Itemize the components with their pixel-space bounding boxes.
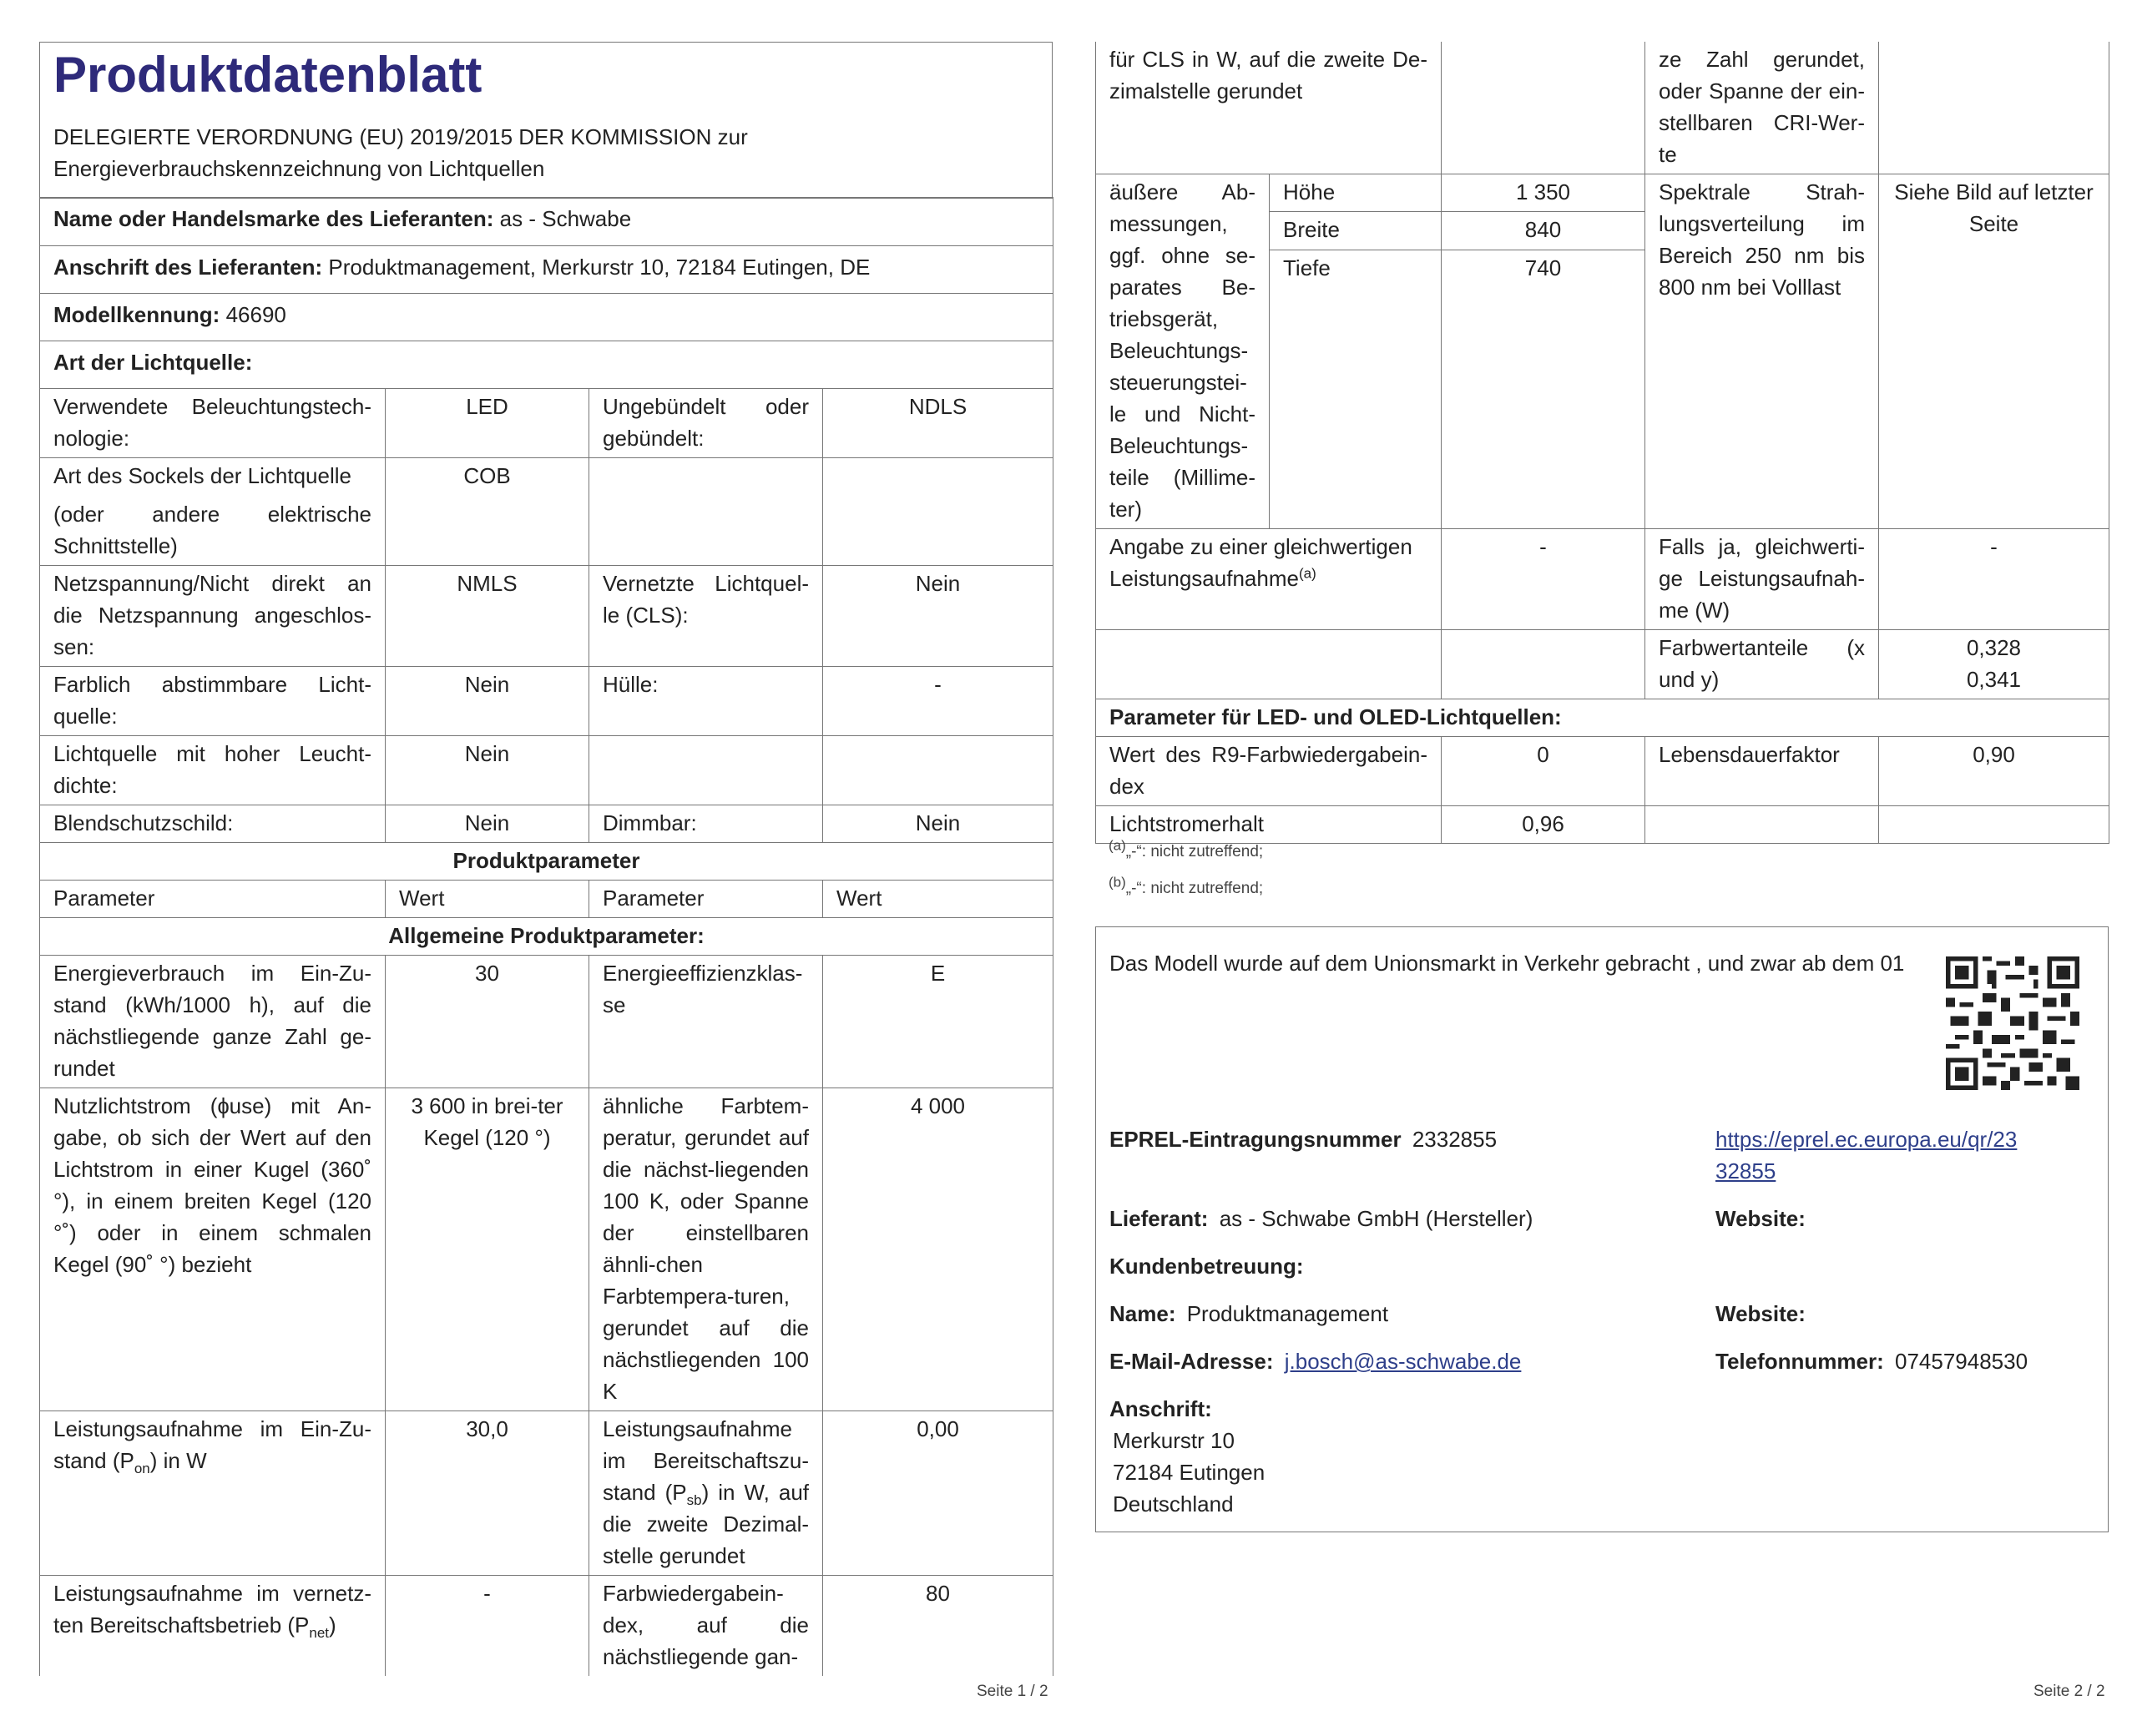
- cct-value: 4 000: [823, 1088, 1053, 1411]
- cls-value: Nein: [823, 566, 1053, 667]
- pon-sub: on: [134, 1461, 150, 1477]
- socket-cell: [40, 458, 386, 566]
- footnote-a-text: „-“: nicht zutreffend;: [1125, 843, 1264, 860]
- name-label: Name:: [1109, 1301, 1176, 1326]
- pon-label: [40, 1411, 386, 1576]
- phone-row: [1715, 1345, 2028, 1377]
- page-number-1: Seite 1 / 2: [977, 1683, 1048, 1700]
- header-box: [39, 42, 1053, 199]
- eprel-value: 2332855: [1412, 1127, 1498, 1152]
- supplier-table: [39, 197, 1053, 389]
- pnet-label-a: Leistungsaufnahme im vernetz-ten Bereitschaftsbetrieb (P: [53, 1581, 371, 1638]
- psb-label: [589, 1411, 823, 1576]
- equiv-label-text: Angabe zu einer gleichwertigen Leistungsaufnahme: [1109, 534, 1412, 591]
- envelope-value: -: [823, 667, 1053, 736]
- supplier-address-value: Produktmanagement, Merkurstr 10, 72184 Eutingen, DE: [328, 255, 871, 280]
- empty-cell: [1096, 630, 1442, 699]
- empty-cell: [1645, 806, 1879, 844]
- spd-value: Siehe Bild auf letzter Seite: [1879, 174, 2109, 529]
- pon-value: 30,0: [386, 1411, 589, 1576]
- cont-right: ze Zahl gerundet, oder Spanne der ein-stellbaren CRI-Wer-te: [1645, 42, 1879, 174]
- name-value: Produktmanagement: [1186, 1301, 1389, 1326]
- depth-value: 740: [1442, 250, 1645, 528]
- general-params-header: Allgemeine Produktparameter:: [40, 918, 1053, 956]
- equiv-label: [1096, 529, 1442, 630]
- eeclass-value: E: [823, 956, 1053, 1088]
- eprel-label: EPREL-Eintragungsnummer: [1109, 1127, 1402, 1152]
- supplier-label: Lieferant:: [1109, 1206, 1209, 1231]
- equiv-yes-value: -: [1879, 529, 2109, 630]
- empty-cell: [1879, 806, 2109, 844]
- lifetime-label: Lebensdauerfaktor: [1645, 737, 1879, 806]
- empty-cell: [823, 736, 1053, 805]
- address-line-3: Deutschland: [1113, 1491, 1234, 1516]
- tunable-value: Nein: [386, 667, 589, 736]
- pnet-label: [40, 1576, 386, 1677]
- cct-label: ähnliche Farbtem-peratur, gerundet auf die nächst-liegenden 100 K, oder Spanne der einstellbaren ähnli-chen Farbtempera-turen, gerundet auf die nächstliegenden 100 K: [589, 1088, 823, 1411]
- r9-value: 0: [1442, 737, 1645, 806]
- energy-value: 30: [386, 956, 589, 1088]
- height-label: Höhe: [1270, 174, 1442, 212]
- maint-value: 0,96: [1442, 806, 1645, 844]
- market-text: Das Modell wurde auf dem Unionsmarkt in Verkehr gebracht , und zwar ab dem 01: [1109, 951, 1905, 976]
- cls-label: Vernetzte Lichtquel-le (CLS):: [589, 566, 823, 667]
- footnote-b: [1109, 873, 1263, 905]
- tech-label: Verwendete Beleuchtungstech-nologie:: [40, 389, 386, 458]
- supplier-value: as - Schwabe GmbH (Hersteller): [1219, 1206, 1533, 1231]
- product-params-header: Produktparameter: [40, 843, 1053, 881]
- empty-cell: [1879, 42, 2109, 174]
- hilum-value: Nein: [386, 736, 589, 805]
- spd-label: Spektrale Strah-lungsverteilung im Bereich 250 nm bis 800 nm bei Volllast: [1645, 174, 1879, 529]
- supplier-address-cell: [40, 246, 1053, 294]
- pnet-label-b: ): [329, 1612, 336, 1638]
- eeclass-label: Energieeffizienzklas-se: [589, 956, 823, 1088]
- address-line-1: Merkurstr 10: [1113, 1428, 1235, 1453]
- chroma-x: 0,328: [1966, 635, 2022, 660]
- flux-value: 3 600 in brei-ter Kegel (120 °): [386, 1088, 589, 1411]
- socket-label: Art des Sockels der Lichtquelle: [53, 463, 351, 488]
- width-value: 840: [1442, 212, 1645, 250]
- footnote-b-sup: (b): [1109, 874, 1126, 891]
- customer-label: Kundenbetreuung:: [1109, 1254, 1304, 1279]
- tunable-label: Farblich abstimmbare Licht-quelle:: [40, 667, 386, 736]
- model-cell: [40, 294, 1053, 341]
- width-label: Breite: [1270, 212, 1442, 250]
- main-table-page2: [1095, 42, 2109, 844]
- email-link[interactable]: j.bosch@as-schwabe.de: [1284, 1349, 1522, 1374]
- socket-label-2: (oder andere elektrische Schnittstelle): [53, 502, 371, 558]
- empty-cell: [1442, 42, 1645, 174]
- cont-left: für CLS in W, auf die zweite De-zimalstelle gerundet: [1096, 42, 1442, 174]
- email-row: [1109, 1345, 1521, 1377]
- energy-label: Energieverbrauch im Ein-Zu-stand (kWh/1000 h), auf die nächstliegende ganze Zahl ge-rundet: [40, 956, 386, 1088]
- flux-label: Nutzlichtstrom (ɸuse) mit An-gabe, ob sich der Wert auf den Lichtstrom in einer Kugel (360˚ °), in einem breiten Kegel (120 °˚) oder in einem schmalen Kegel (90˚ °) bezieht: [40, 1088, 386, 1411]
- r9-label: Wert des R9-Farbwiedergabein-dex: [1096, 737, 1442, 806]
- empty-cell: [1442, 630, 1645, 699]
- registration-box: [1095, 926, 2109, 1532]
- col-param-header: Parameter: [589, 881, 823, 918]
- address-block: [1113, 1425, 1265, 1520]
- dimmable-label: Dimmbar:: [589, 805, 823, 843]
- chroma-value: [1879, 630, 2109, 699]
- tech-value: LED: [386, 389, 589, 458]
- supplier-row: [1109, 1203, 1533, 1234]
- lifetime-value: 0,90: [1879, 737, 2109, 806]
- antiglare-value: Nein: [386, 805, 589, 843]
- col-value-header: Wert: [823, 881, 1053, 918]
- psb-label-b: ) in W, auf die zweite Dezimal-stelle gerundet: [603, 1480, 809, 1568]
- height-value: 1 350: [1442, 174, 1645, 212]
- mains-value: NMLS: [386, 566, 589, 667]
- bundled-value: NDLS: [823, 389, 1053, 458]
- equiv-sup: (a): [1298, 565, 1316, 582]
- depth-label: Tiefe: [1270, 250, 1442, 528]
- eprel-link-line2[interactable]: 32855: [1715, 1158, 1776, 1183]
- empty-cell: [589, 736, 823, 805]
- empty-cell: [589, 458, 823, 566]
- footnote-a-sup: (a): [1109, 837, 1126, 854]
- psb-sub: sb: [686, 1492, 702, 1509]
- cri-value: 80: [823, 1576, 1053, 1677]
- name-row: [1109, 1298, 1388, 1330]
- hilum-label: Lichtquelle mit hoher Leucht-dichte:: [40, 736, 386, 805]
- website-label-2: Website:: [1715, 1301, 1806, 1326]
- supplier-name-value: as - Schwabe: [499, 206, 632, 231]
- supplier-name-label: Name oder Handelsmarke des Lieferanten:: [53, 206, 494, 231]
- mains-label: Netzspannung/Nicht direkt an die Netzspannung angeschlos-sen:: [40, 566, 386, 667]
- antiglare-label: Blendschutzschild:: [40, 805, 386, 843]
- address-line-2: 72184 Eutingen: [1113, 1460, 1266, 1485]
- model-label: Modellkennung:: [53, 302, 220, 327]
- led-header: Parameter für LED- und OLED-Lichtquellen:: [1096, 699, 2109, 737]
- equiv-yes-label: Falls ja, gleichwerti-ge Leistungsaufnah-me (W): [1645, 529, 1879, 630]
- qr-code-icon: [1946, 956, 2079, 1090]
- pon-label-b: ) in W: [149, 1448, 207, 1473]
- chroma-label: Farbwertanteile (x und y): [1645, 630, 1879, 699]
- dims-label: äußere Ab-messungen, ggf. ohne se-parates Be-triebsgerät, Beleuchtungs-steuerungstei-le und Nicht-Beleuchtungs-teile (Millime-ter): [1096, 174, 1270, 529]
- socket-value: COB: [386, 458, 589, 566]
- eprel-link-line1[interactable]: https://eprel.ec.europa.eu/qr/23: [1715, 1127, 2018, 1152]
- model-value: 46690: [225, 302, 286, 327]
- dimmable-value: Nein: [823, 805, 1053, 843]
- supplier-name-cell: [40, 198, 1053, 246]
- email-label: E-Mail-Adresse:: [1109, 1349, 1274, 1374]
- psb-value: 0,00: [823, 1411, 1053, 1576]
- address-label: Anschrift:: [1109, 1396, 1212, 1421]
- page-number-2: Seite 2 / 2: [2033, 1683, 2105, 1700]
- supplier-address-label: Anschrift des Lieferanten:: [53, 255, 323, 280]
- regulation-text: DELEGIERTE VERORDNUNG (EU) 2019/2015 DER KOMMISSION zur Energieverbrauchskennzeichnung von Lichtquellen: [53, 124, 748, 181]
- chroma-y: 0,341: [1966, 667, 2022, 692]
- col-param-header: Parameter: [40, 881, 386, 918]
- page-title: Produktdatenblatt: [53, 47, 482, 103]
- website-label: Website:: [1715, 1206, 1806, 1231]
- eprel-row: [1109, 1123, 1497, 1155]
- phone-label: Telefonnummer:: [1715, 1349, 1884, 1374]
- psb-label-a: Leistungsaufnahme im Bereitschaftszu-stand (P: [603, 1416, 809, 1505]
- empty-cell: [823, 458, 1053, 566]
- main-table-page1: [39, 388, 1053, 1676]
- bundled-label: Ungebündelt oder gebündelt:: [589, 389, 823, 458]
- cri-label: Farbwiedergabein-dex, auf die nächstliegende gan-: [589, 1576, 823, 1677]
- phone-value: 07457948530: [1895, 1349, 2028, 1374]
- pon-label-a: Leistungsaufnahme im Ein-Zu-stand (P: [53, 1416, 371, 1473]
- footnote-a: [1109, 836, 1263, 868]
- envelope-label: Hülle:: [589, 667, 823, 736]
- footnote-b-text: „-“: nicht zutreffend;: [1125, 880, 1264, 897]
- eprel-link[interactable]: [1715, 1123, 2066, 1187]
- maint-label: Lichtstromerhalt: [1096, 806, 1442, 844]
- col-value-header: Wert: [386, 881, 589, 918]
- equiv-value: -: [1442, 529, 1645, 630]
- pnet-value: -: [386, 1576, 589, 1677]
- light-source-type: Art der Lichtquelle:: [40, 341, 1053, 389]
- pnet-sub: net: [309, 1625, 330, 1642]
